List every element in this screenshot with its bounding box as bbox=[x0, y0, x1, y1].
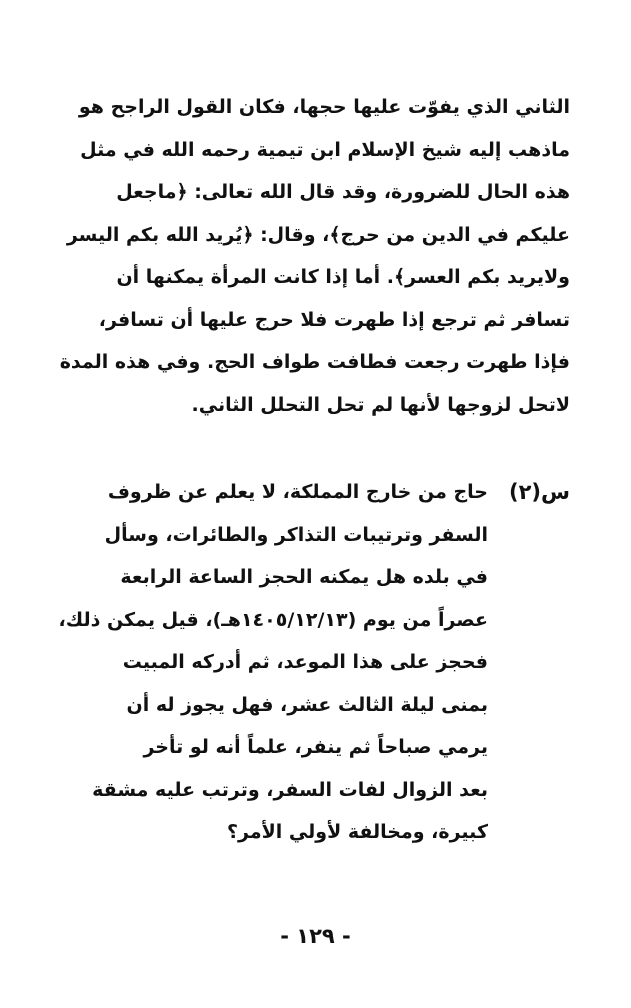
text-line: عليكم في الدين من حرج﴾، وقال: ﴿يُريد الله بكم اليسر bbox=[66, 223, 570, 246]
text-line: ماذهب إليه شيخ الإسلام ابن تيمية رحمه الله في مثل bbox=[80, 138, 570, 161]
question-text bbox=[58, 471, 488, 854]
question-line: عصراً من يوم (١٤٠٥/١٢/١٣هـ)، قيل يمكن ذلك، bbox=[58, 608, 488, 631]
question-line: فحجز على هذا الموعد، ثم أدركه المبيت bbox=[122, 651, 488, 673]
question-line: بعد الزوال لفات السفر، وترتب عليه مشقة bbox=[92, 778, 488, 801]
question-line: في بلده هل يمكنه الحجز الساعة الرابعة bbox=[120, 566, 488, 588]
question-line: يرمي صباحاً ثم ينفر، علماً أنه لو تأخر bbox=[143, 736, 488, 758]
question-number: س(٢) bbox=[508, 480, 570, 504]
text-line: فإذا طهرت رجعت فطافت طواف الحج. وفي هذه المدة bbox=[59, 351, 570, 373]
text-line: هذه الحال للضرورة، وقد قال الله تعالى: ﴿ماجعل bbox=[116, 181, 570, 203]
text-line: تسافر ثم ترجع إذا طهرت فلا حرج عليها أن تسافر، bbox=[98, 308, 570, 331]
question-line: كبيرة، ومخالفة لأولي الأمر؟ bbox=[227, 821, 488, 843]
question-line: السفر وترتيبات التذاكر والطائرات، وسأل bbox=[104, 523, 488, 546]
text-line: ولايريد بكم العسر﴾. أما إذا كانت المرأة يمكنها أن bbox=[116, 266, 570, 288]
page-number: - ١٢٩ - bbox=[280, 924, 351, 948]
answer-paragraph bbox=[58, 86, 570, 426]
text-line: لاتحل لزوجها لأنها لم تحل التحلل الثاني. bbox=[191, 393, 570, 416]
question-line: حاج من خارج المملكة، لا يعلم عن ظروف bbox=[107, 481, 488, 503]
question-line: بمنى ليلة الثالث عشر، فهل يجوز له أن bbox=[126, 693, 488, 716]
text-line: الثاني الذي يفوّت عليها حجها، فكان القول الراجح هو bbox=[78, 96, 570, 118]
